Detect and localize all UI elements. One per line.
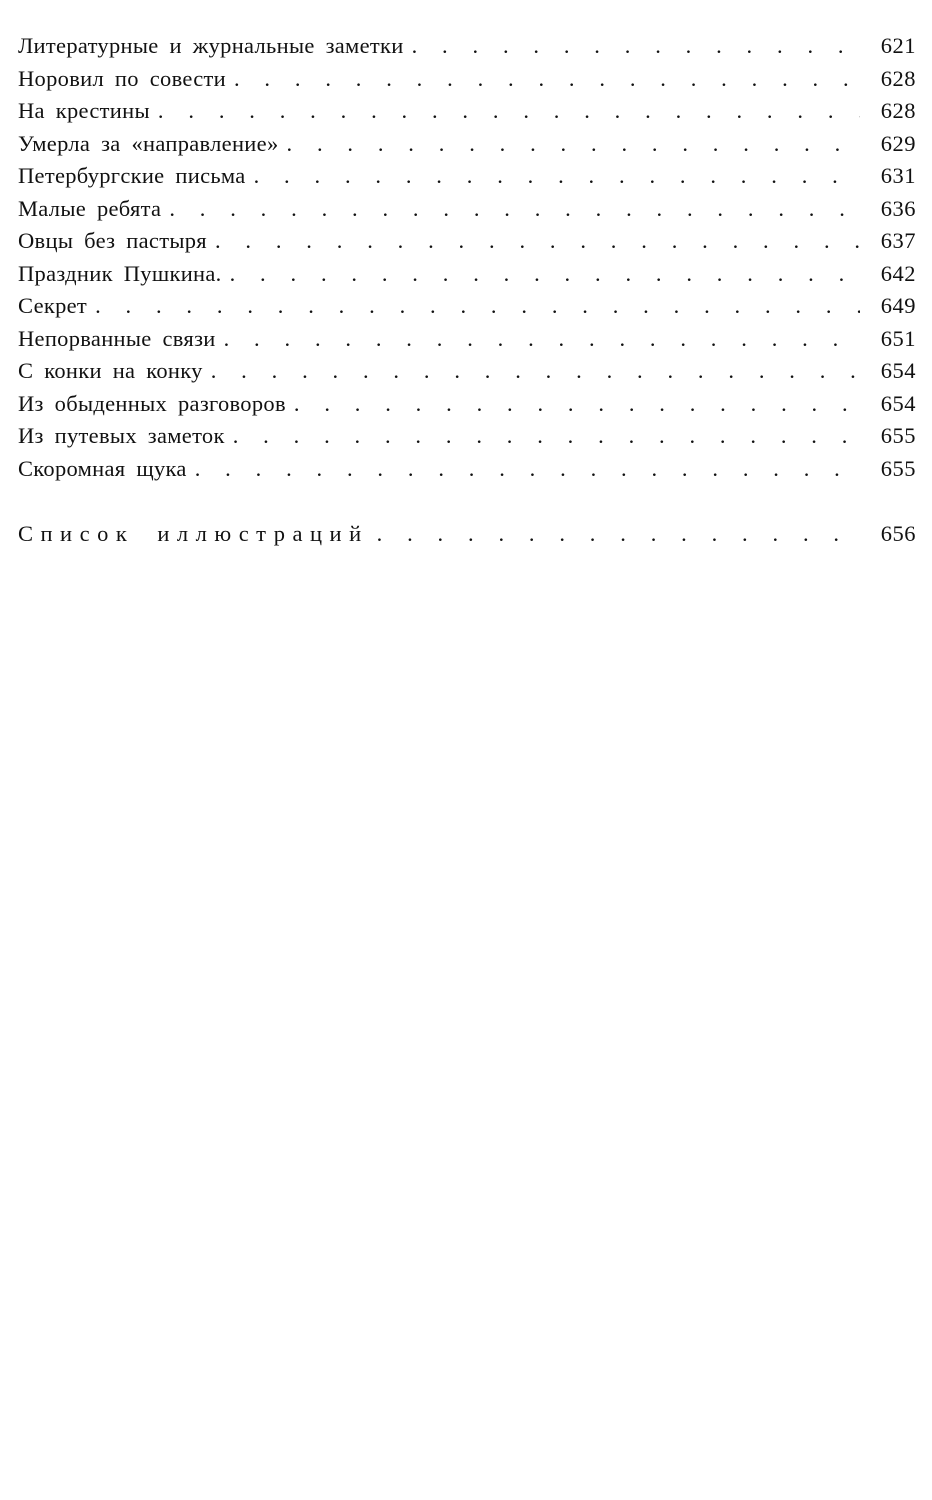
toc-entry-title: Из путевых заметок — [18, 423, 225, 448]
toc-illustrations-entry — [18, 518, 916, 551]
toc-entry-title: Праздник Пушкина. — [18, 260, 222, 286]
dot-leader — [287, 128, 861, 161]
toc-illustrations-page: 656 — [880, 521, 916, 546]
toc-entry-page: 655 — [880, 423, 916, 448]
toc-list — [18, 30, 916, 485]
dot-leader — [224, 323, 860, 356]
toc-entry — [18, 388, 916, 421]
toc-entry — [18, 128, 916, 161]
dot-leader — [254, 160, 860, 193]
toc-entry-page: 651 — [880, 325, 916, 351]
toc-entry-page: 649 — [880, 293, 916, 318]
dot-leader — [412, 30, 860, 63]
toc-entry-title: Петербургские письма — [18, 163, 246, 188]
toc-entry-title: Литературные и журнальные заметки — [18, 33, 404, 58]
toc-entry — [18, 95, 916, 128]
toc-entry-page: 654 — [880, 390, 916, 416]
dot-leader — [95, 290, 860, 323]
toc-entry — [18, 323, 916, 356]
toc-entry-title: Малые ребята — [18, 195, 162, 221]
toc-entry-page: 631 — [880, 163, 916, 188]
dot-leader — [169, 193, 860, 226]
toc-entry — [18, 453, 916, 486]
toc-entry-title: На крестины — [18, 98, 150, 123]
toc-entry-title: Овцы без пастыря — [18, 228, 207, 253]
dot-leader — [294, 388, 860, 421]
toc-entry-page: 629 — [880, 130, 916, 156]
dot-leader — [377, 518, 860, 551]
toc-entry — [18, 420, 916, 453]
dot-leader — [230, 258, 860, 291]
toc-entry-title: С конки на конку — [18, 358, 203, 383]
dot-leader — [233, 420, 860, 453]
dot-leader — [195, 453, 860, 486]
toc-entry — [18, 30, 916, 63]
toc-entry-title: Скоромная щука — [18, 455, 187, 481]
toc-entry-title: Умерла за «направление» — [18, 130, 279, 156]
toc-entry — [18, 193, 916, 226]
toc-entry-page: 628 — [880, 65, 916, 91]
toc-entry — [18, 160, 916, 193]
toc-entry — [18, 63, 916, 96]
dot-leader — [215, 225, 860, 258]
toc-entry-page: 637 — [880, 228, 916, 253]
toc-entry-page: 621 — [880, 33, 916, 58]
dot-leader — [211, 355, 860, 388]
table-of-contents-page — [18, 30, 916, 551]
toc-illustrations-title: Список иллюстраций — [18, 521, 369, 546]
toc-entry-title: Непорванные связи — [18, 325, 216, 351]
toc-entry-page: 642 — [880, 260, 916, 286]
toc-entry — [18, 225, 916, 258]
toc-entry-page: 655 — [880, 455, 916, 481]
toc-entry-title: Норовил по совести — [18, 65, 226, 91]
toc-entry — [18, 290, 916, 323]
dot-leader — [158, 95, 860, 128]
toc-entry-page: 654 — [880, 358, 916, 383]
toc-entry-title: Из обыденных разговоров — [18, 390, 286, 416]
dot-leader — [234, 63, 860, 96]
toc-entry — [18, 355, 916, 388]
toc-entry-title: Секрет — [18, 293, 88, 318]
toc-entry — [18, 258, 916, 291]
toc-entry-page: 636 — [880, 195, 916, 221]
toc-entry-page: 628 — [880, 98, 916, 123]
